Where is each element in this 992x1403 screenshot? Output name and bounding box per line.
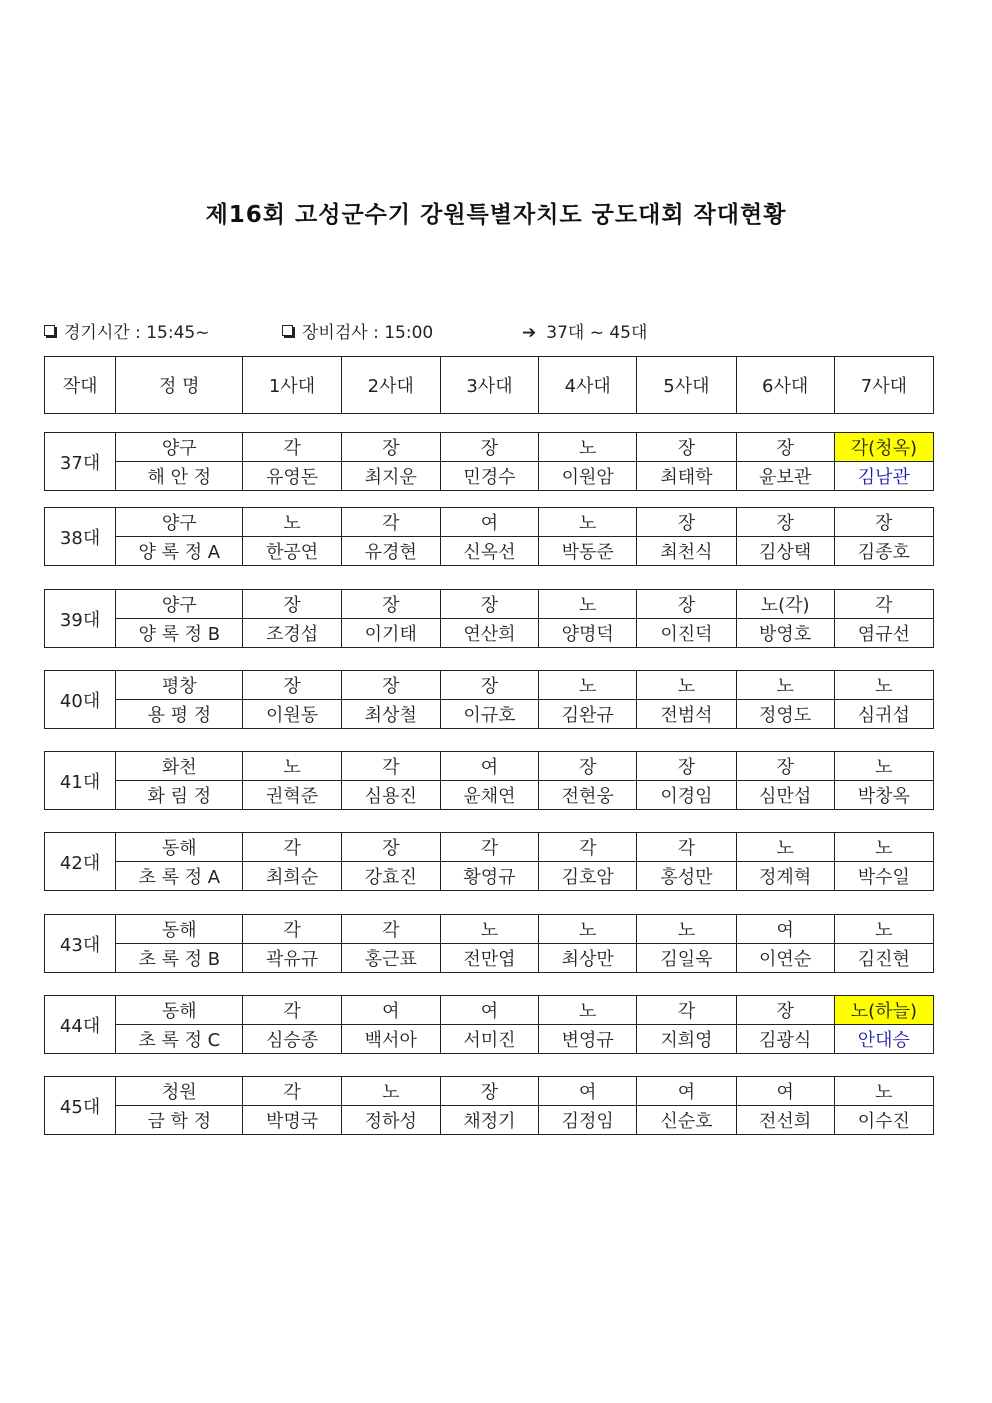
archer-grade: 각	[341, 508, 440, 537]
grade-row	[45, 833, 934, 862]
archer-grade: 장	[440, 1077, 538, 1106]
archer-name: 이수진	[834, 1106, 933, 1135]
name-row	[45, 462, 934, 491]
archer-name: 김호암	[539, 862, 637, 891]
archer-name: 최상만	[539, 944, 637, 973]
archer-grade: 장	[736, 433, 834, 462]
group-label: 39대	[45, 590, 116, 648]
archer-name: 박동준	[539, 537, 637, 566]
group-table	[44, 670, 934, 729]
archer-name: 홍성만	[637, 862, 736, 891]
group-label: 38대	[45, 508, 116, 566]
header-position: 2사대	[341, 357, 440, 414]
archer-grade: 장	[440, 671, 538, 700]
archer-grade: 여	[539, 1077, 637, 1106]
archer-name: 유경현	[341, 537, 440, 566]
header-position: 6사대	[736, 357, 834, 414]
archer-name: 이원동	[243, 700, 341, 729]
archer-name: 박창옥	[834, 781, 933, 810]
archer-grade: 각	[637, 833, 736, 862]
archer-grade: 노	[539, 915, 637, 944]
name-row	[45, 537, 934, 566]
group-table	[44, 751, 934, 810]
archer-grade: 노(각)	[736, 590, 834, 619]
archer-grade: 노	[539, 508, 637, 537]
archer-grade: 각	[243, 915, 341, 944]
team-region: 동해	[116, 833, 243, 862]
team-region: 동해	[116, 996, 243, 1025]
grade-row	[45, 915, 934, 944]
archer-grade: 각	[243, 833, 341, 862]
group-table	[44, 832, 934, 891]
archer-name: 이원암	[539, 462, 637, 491]
archer-grade: 장	[736, 752, 834, 781]
archer-name: 정하성	[341, 1106, 440, 1135]
archer-name: 심귀섭	[834, 700, 933, 729]
name-row	[45, 619, 934, 648]
archer-grade: 장	[341, 590, 440, 619]
grade-row	[45, 433, 934, 462]
archer-grade: 여	[440, 996, 538, 1025]
archer-grade: 장	[637, 433, 736, 462]
archer-name: 전선희	[736, 1106, 834, 1135]
archer-grade: 여	[736, 915, 834, 944]
archer-name: 김완규	[539, 700, 637, 729]
grade-row	[45, 590, 934, 619]
archer-name: 최천식	[637, 537, 736, 566]
group-label: 37대	[45, 433, 116, 491]
archer-grade: 장	[440, 590, 538, 619]
equipment-check: 장비검사 : 15:00	[282, 318, 433, 343]
archer-name: 강효진	[341, 862, 440, 891]
archer-grade: 노	[243, 752, 341, 781]
header-position: 4사대	[539, 357, 637, 414]
archer-grade: 각	[341, 915, 440, 944]
archer-grade: 노	[341, 1077, 440, 1106]
archer-name: 조경섭	[243, 619, 341, 648]
archer-grade: 장	[736, 508, 834, 537]
archer-grade: 여	[637, 1077, 736, 1106]
archer-name: 최태학	[637, 462, 736, 491]
archer-name: 신옥선	[440, 537, 538, 566]
team-region: 평창	[116, 671, 243, 700]
archer-name: 전만엽	[440, 944, 538, 973]
archer-name: 김남관	[834, 462, 933, 491]
header-table	[44, 356, 934, 414]
group-table	[44, 1076, 934, 1135]
archer-name: 박명국	[243, 1106, 341, 1135]
group-table	[44, 914, 934, 973]
grade-row	[45, 671, 934, 700]
archer-grade: 장	[243, 590, 341, 619]
archer-grade: 각(청옥)	[834, 433, 933, 462]
archer-grade: 장	[539, 752, 637, 781]
archer-name: 채정기	[440, 1106, 538, 1135]
match-time: 경기시간 : 15:45~	[44, 318, 209, 343]
header-row	[45, 357, 934, 414]
archer-grade: 노	[539, 671, 637, 700]
group-label: 45대	[45, 1077, 116, 1135]
archer-name: 김일욱	[637, 944, 736, 973]
archer-name: 한공연	[243, 537, 341, 566]
archer-name: 전범석	[637, 700, 736, 729]
archer-grade: 장	[243, 671, 341, 700]
archer-grade: 노	[834, 671, 933, 700]
name-row	[45, 1025, 934, 1054]
name-row	[45, 862, 934, 891]
group-label: 41대	[45, 752, 116, 810]
archer-name: 이경임	[637, 781, 736, 810]
team-name: 초 록 정 B	[116, 944, 243, 973]
archer-grade: 각	[539, 833, 637, 862]
checkbox-square-icon	[282, 325, 293, 336]
archer-grade: 장	[637, 508, 736, 537]
archer-grade: 장	[341, 833, 440, 862]
team-name: 해 안 정	[116, 462, 243, 491]
team-region: 양구	[116, 590, 243, 619]
archer-name: 김광식	[736, 1025, 834, 1054]
archer-name: 이진덕	[637, 619, 736, 648]
name-row	[45, 700, 934, 729]
team-name: 금 학 정	[116, 1106, 243, 1135]
team-region: 화천	[116, 752, 243, 781]
header-position: 3사대	[440, 357, 538, 414]
archer-grade: 장	[341, 433, 440, 462]
archer-name: 심만섭	[736, 781, 834, 810]
team-name: 용 평 정	[116, 700, 243, 729]
page-title: 제16회 고성군수기 강원특별자치도 궁도대회 작대현황	[205, 202, 787, 228]
group-label: 42대	[45, 833, 116, 891]
archer-grade: 노	[539, 433, 637, 462]
archer-name: 양명덕	[539, 619, 637, 648]
group-label: 40대	[45, 671, 116, 729]
archer-name: 백서아	[341, 1025, 440, 1054]
archer-name: 최상철	[341, 700, 440, 729]
archer-name: 권혁준	[243, 781, 341, 810]
archer-grade: 장	[834, 508, 933, 537]
archer-name: 김진현	[834, 944, 933, 973]
grade-row	[45, 996, 934, 1025]
archer-grade: 노	[637, 915, 736, 944]
archer-name: 김정임	[539, 1106, 637, 1135]
archer-name: 서미진	[440, 1025, 538, 1054]
team-region: 양구	[116, 508, 243, 537]
archer-name: 방영호	[736, 619, 834, 648]
archer-grade: 여	[341, 996, 440, 1025]
name-row	[45, 781, 934, 810]
archer-name: 신순호	[637, 1106, 736, 1135]
team-region: 청원	[116, 1077, 243, 1106]
archer-name: 윤보관	[736, 462, 834, 491]
archer-grade: 각	[440, 833, 538, 862]
archer-name: 정영도	[736, 700, 834, 729]
archer-grade: 노	[539, 996, 637, 1025]
archer-name: 곽유규	[243, 944, 341, 973]
archer-name: 황영규	[440, 862, 538, 891]
archer-name: 심승종	[243, 1025, 341, 1054]
arrow-right-icon: ➔	[522, 323, 537, 343]
archer-grade: 노	[736, 671, 834, 700]
archer-name: 김상택	[736, 537, 834, 566]
archer-name: 박수일	[834, 862, 933, 891]
archer-name: 이규호	[440, 700, 538, 729]
name-row	[45, 1106, 934, 1135]
group-label: 44대	[45, 996, 116, 1054]
team-name: 양 록 정 B	[116, 619, 243, 648]
archer-name: 김종호	[834, 537, 933, 566]
archer-name: 염규선	[834, 619, 933, 648]
team-name: 초 록 정 A	[116, 862, 243, 891]
archer-grade: 노	[637, 671, 736, 700]
archer-grade: 노	[243, 508, 341, 537]
archer-grade: 장	[440, 433, 538, 462]
grade-row	[45, 508, 934, 537]
group-table	[44, 589, 934, 648]
archer-grade: 노	[539, 590, 637, 619]
header-position: 5사대	[637, 357, 736, 414]
archer-grade: 노	[834, 915, 933, 944]
archer-name: 윤채연	[440, 781, 538, 810]
archer-grade: 장	[637, 752, 736, 781]
archer-grade: 노	[834, 1077, 933, 1106]
archer-name: 안대승	[834, 1025, 933, 1054]
archer-grade: 각	[243, 1077, 341, 1106]
archer-grade: 노	[736, 833, 834, 862]
archer-grade: 노	[834, 833, 933, 862]
archer-grade: 각	[243, 996, 341, 1025]
archer-grade: 노	[440, 915, 538, 944]
archer-name: 변영규	[539, 1025, 637, 1054]
archer-name: 전현웅	[539, 781, 637, 810]
archer-name: 이기태	[341, 619, 440, 648]
name-row	[45, 944, 934, 973]
group-label: 43대	[45, 915, 116, 973]
archer-name: 홍근표	[341, 944, 440, 973]
archer-name: 정계혁	[736, 862, 834, 891]
archer-grade: 여	[440, 752, 538, 781]
team-name: 초 록 정 C	[116, 1025, 243, 1054]
archer-grade: 노(하늘)	[834, 996, 933, 1025]
header-position: 1사대	[243, 357, 341, 414]
header-position: 7사대	[834, 357, 933, 414]
archer-name: 이연순	[736, 944, 834, 973]
archer-name: 최지운	[341, 462, 440, 491]
checkbox-square-icon	[44, 325, 55, 336]
archer-grade: 각	[341, 752, 440, 781]
archer-grade: 각	[834, 590, 933, 619]
group-table	[44, 432, 934, 491]
grade-row	[45, 1077, 934, 1106]
archer-grade: 각	[637, 996, 736, 1025]
team-name: 화 림 정	[116, 781, 243, 810]
archer-grade: 장	[637, 590, 736, 619]
header-group: 작대	[45, 357, 116, 414]
group-range: ➔ 37대 ~ 45대	[522, 323, 648, 343]
group-table	[44, 995, 934, 1054]
archer-name: 심용진	[341, 781, 440, 810]
archer-grade: 여	[440, 508, 538, 537]
header-team: 정 명	[116, 357, 243, 414]
team-region: 동해	[116, 915, 243, 944]
grade-row	[45, 752, 934, 781]
team-name: 양 록 정 A	[116, 537, 243, 566]
group-table	[44, 507, 934, 566]
archer-grade: 여	[736, 1077, 834, 1106]
team-region: 양구	[116, 433, 243, 462]
archer-name: 민경수	[440, 462, 538, 491]
archer-grade: 장	[736, 996, 834, 1025]
archer-grade: 각	[243, 433, 341, 462]
archer-name: 유영돈	[243, 462, 341, 491]
archer-name: 지희영	[637, 1025, 736, 1054]
archer-grade: 노	[834, 752, 933, 781]
archer-grade: 장	[341, 671, 440, 700]
archer-name: 연산희	[440, 619, 538, 648]
archer-name: 최희순	[243, 862, 341, 891]
